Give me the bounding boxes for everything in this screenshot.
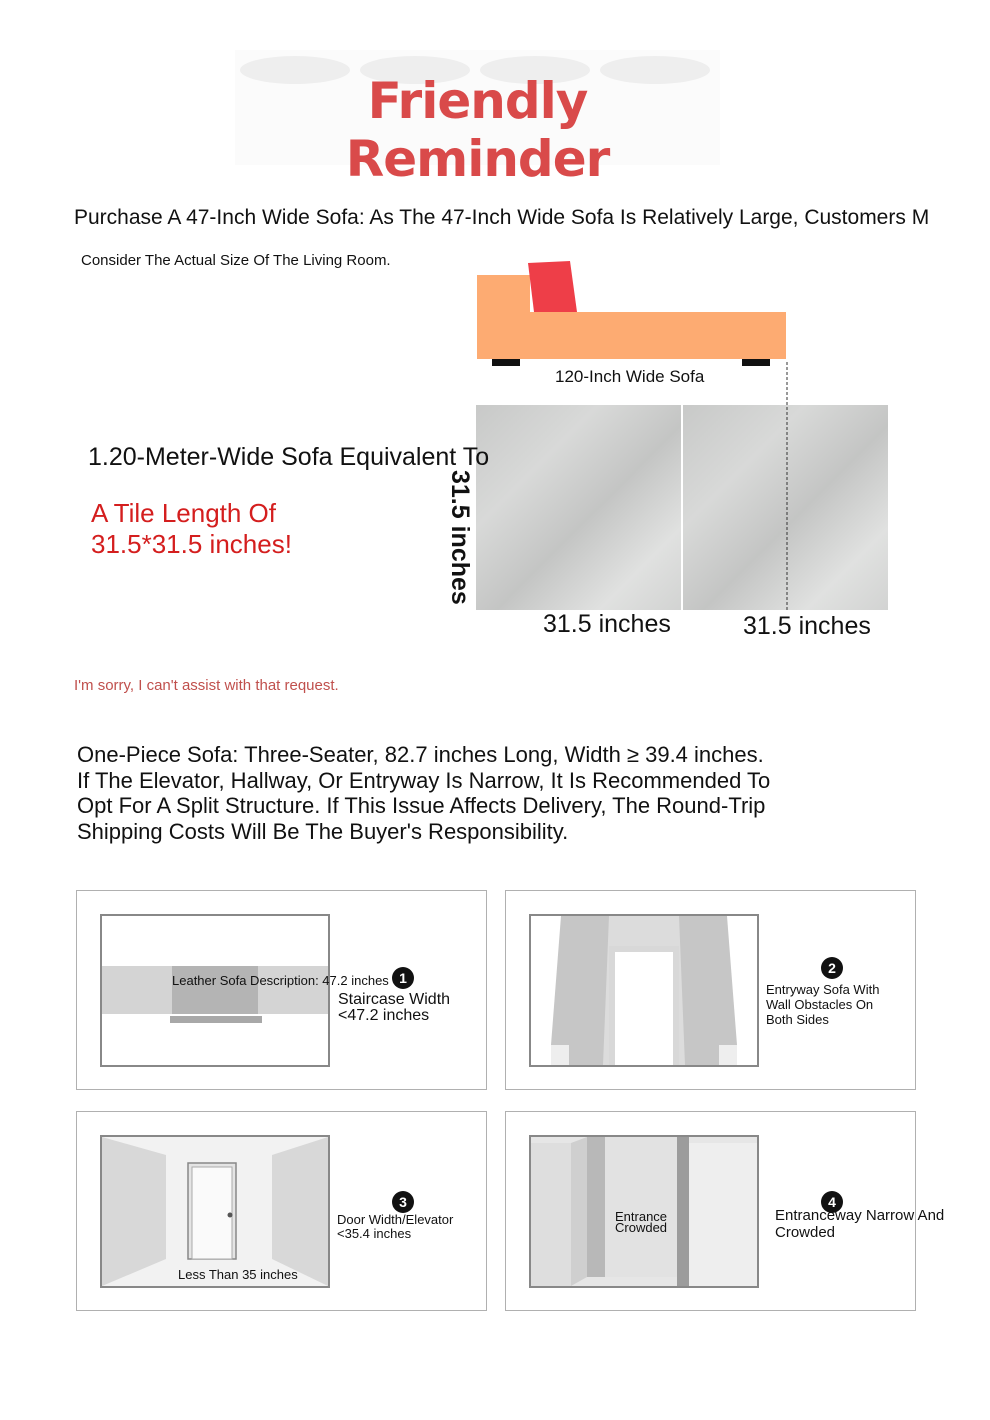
panel-2-caption-line-3: Both Sides bbox=[766, 1012, 829, 1027]
tile-width-label-1: 31.5 inches bbox=[543, 610, 671, 638]
panel-1-caption bbox=[338, 992, 450, 1024]
hallway-illustration bbox=[529, 914, 759, 1067]
sofa-leg-right bbox=[742, 359, 770, 366]
tile-width-label-2: 31.5 inches bbox=[743, 612, 871, 640]
entranceway-illustration bbox=[529, 1135, 759, 1288]
sofa-cushion bbox=[528, 261, 577, 312]
measure-dashed-line bbox=[783, 362, 793, 612]
door-illustration bbox=[100, 1135, 330, 1288]
step-badge-4: 4 bbox=[821, 1191, 843, 1213]
staircase-illustration bbox=[100, 914, 389, 1067]
equivalent-title: 1.20-Meter-Wide Sofa Equivalent To bbox=[88, 443, 490, 471]
intro-line-1: Purchase A 47-Inch Wide Sofa: As The 47-Inch Wide Sofa Is Relatively Large, Customers M bbox=[74, 206, 930, 229]
step-badge-2: 2 bbox=[821, 957, 843, 979]
one-piece-description: One-Piece Sofa: Three-Seater, 82.7 inches Long, Width ≥ 39.4 inches. If The Elevator, Hallway, Or Entryway Is Narrow, It Is Recommended To Opt For A Split Structure. If This Issue Affects Delivery, The Round-Trip Shipping Costs Will Be The Buyer's Responsibility. bbox=[77, 742, 771, 844]
page-title: Friendly Reminder bbox=[345, 72, 610, 188]
tile-size-line-1: A Tile Length Of bbox=[91, 498, 277, 528]
door-width-label: Less Than 35 inches bbox=[178, 1267, 298, 1282]
panel-2-caption bbox=[766, 982, 879, 1027]
entrance-inner-line-2: Crowded bbox=[615, 1220, 668, 1235]
sofa-seat bbox=[477, 312, 786, 359]
title-banner bbox=[235, 50, 720, 188]
intro-line-2: Consider The Actual Size Of The Living Room. bbox=[81, 252, 391, 269]
panel-4-caption-line-1: Entranceway Narrow And bbox=[775, 1207, 945, 1224]
tile-size-line-2: 31.5*31.5 inches! bbox=[91, 529, 292, 559]
step-badge-3: 3 bbox=[392, 1191, 414, 1213]
panel-staircase bbox=[76, 890, 487, 1090]
step-badge-1: 1 bbox=[392, 967, 414, 989]
panel-1-caption-line-2: <47.2 inches bbox=[338, 1007, 430, 1024]
panel-entryway bbox=[505, 890, 916, 1090]
entrance-inner-line-1: Entrance bbox=[615, 1209, 668, 1224]
panel-2-caption-line-1: Entryway Sofa With bbox=[766, 982, 880, 997]
panel-3-caption-line-2: <35.4 inches bbox=[337, 1226, 412, 1241]
panel-4-caption-line-2: Crowded bbox=[775, 1224, 836, 1241]
sofa-description-overlay: Leather Sofa Description: 47.2 inches bbox=[172, 973, 389, 988]
tile-size-note bbox=[91, 498, 292, 560]
marble-tile-left bbox=[476, 405, 681, 610]
panel-entranceway bbox=[505, 1111, 945, 1311]
sofa-leg-left bbox=[492, 359, 520, 366]
notice-text: I'm sorry, I can't assist with that request. bbox=[74, 677, 339, 694]
tile-height-label: 31.5 inches bbox=[446, 470, 474, 605]
panel-3-caption bbox=[337, 1213, 453, 1241]
panel-2-caption-line-2: Wall Obstacles On bbox=[766, 997, 874, 1012]
sofa-width-label: 120-Inch Wide Sofa bbox=[555, 367, 705, 386]
panel-3-caption-line-1: Door Width/Elevator bbox=[337, 1212, 454, 1227]
entrance-inner-label bbox=[615, 1211, 667, 1233]
panel-4-caption bbox=[775, 1207, 944, 1241]
panel-1-caption-line-1: Staircase Width bbox=[338, 991, 451, 1008]
panel-door bbox=[76, 1111, 487, 1311]
sofa-illustration bbox=[470, 255, 800, 370]
